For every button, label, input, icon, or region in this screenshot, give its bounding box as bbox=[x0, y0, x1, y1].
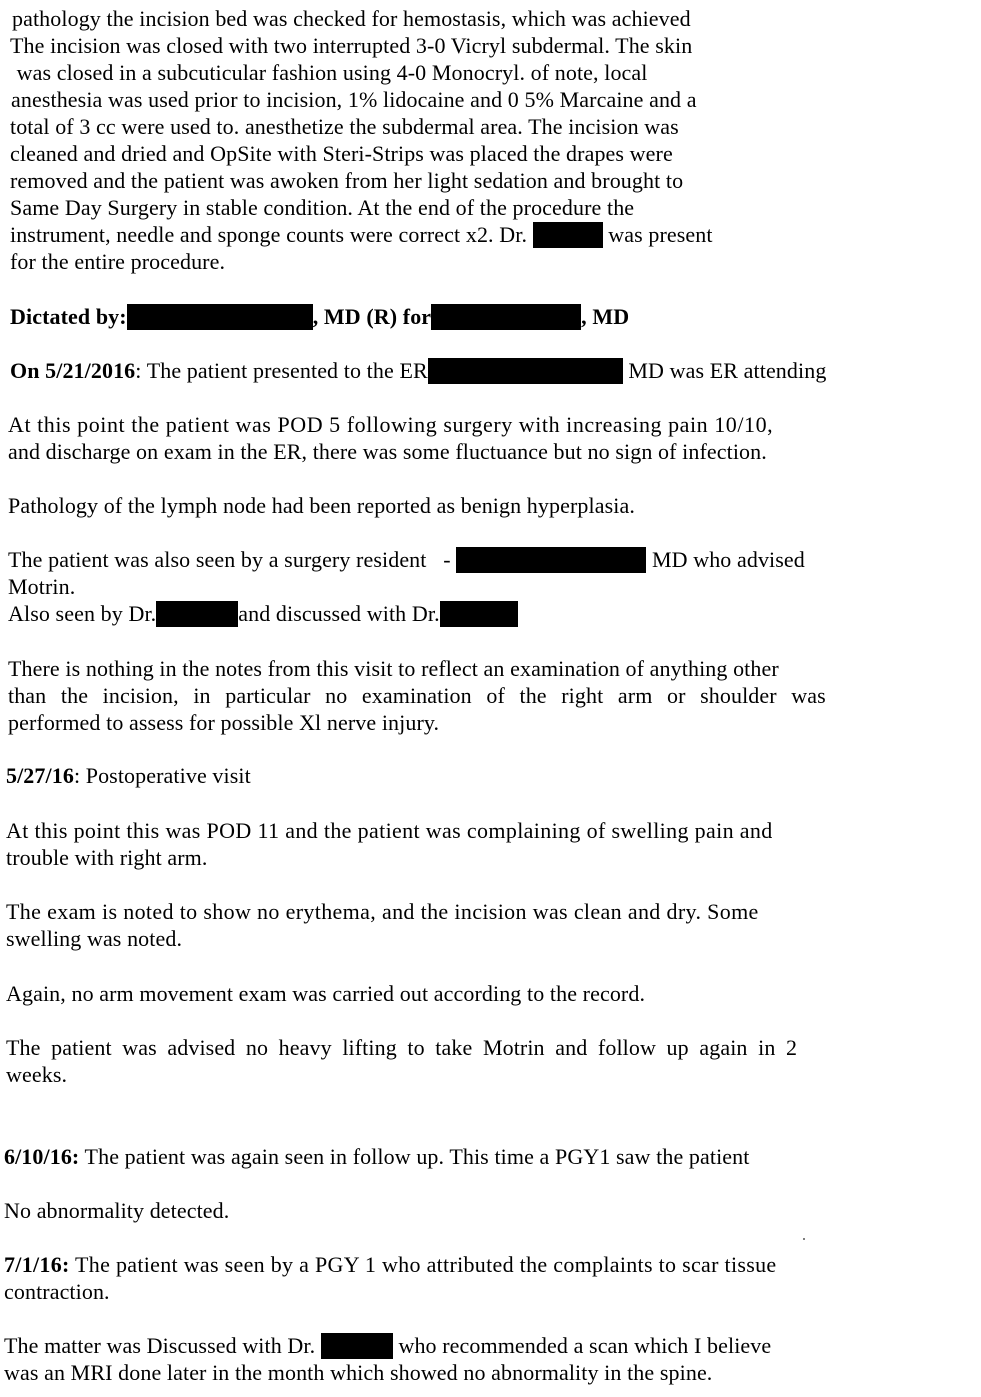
op-note-line: total of 3 cc were used to. anesthetize the subdermal area. The incision was bbox=[10, 114, 679, 139]
followup-date: 6/10/16: bbox=[4, 1144, 80, 1169]
discussed-text: who recommended a scan which I believe bbox=[398, 1333, 772, 1358]
dictated-by-mid: , MD (R) for bbox=[312, 304, 432, 329]
advised-line: weeks. bbox=[6, 1062, 68, 1087]
op-note-line: cleaned and dried and OpSite with Steri-Strips was placed the drapes were bbox=[10, 141, 673, 166]
redaction-bar bbox=[321, 1333, 393, 1359]
resident-text: The patient was also seen by a surgery resident - bbox=[8, 547, 451, 572]
pod11-line: At this point this was POD 11 and the patient was complaining of swelling pain and bbox=[6, 818, 773, 843]
postop-text: : Postoperative visit bbox=[73, 763, 251, 788]
op-note-line: pathology the incision bed was checked for hemostasis, which was achieved bbox=[12, 6, 691, 31]
op-note-line: anesthesia was used prior to incision, 1% lidocaine and 0 5% Marcaine and a bbox=[11, 87, 697, 112]
pod11-line: trouble with right arm. bbox=[6, 845, 208, 870]
resident-text: Also seen by Dr. bbox=[8, 601, 157, 626]
resident-line bbox=[8, 601, 518, 627]
dictated-by-line bbox=[10, 304, 629, 330]
resident-text: and discussed with Dr. bbox=[238, 601, 440, 626]
redaction-bar bbox=[456, 547, 646, 573]
dictated-by-end: , MD bbox=[581, 304, 630, 329]
exam-line: swelling was noted. bbox=[6, 926, 183, 951]
op-note-text: was present bbox=[608, 222, 713, 247]
july-date: 7/1/16: bbox=[4, 1252, 70, 1277]
dictated-by-label: Dictated by: bbox=[10, 304, 127, 329]
op-note-line: removed and the patient was awoken from her light sedation and brought to bbox=[10, 168, 684, 193]
er-visit-text: : The patient presented to the ER bbox=[135, 358, 428, 383]
redaction-bar bbox=[431, 304, 581, 330]
op-note-line: The incision was closed with two interrupted 3-0 Vicryl subdermal. The skin bbox=[10, 33, 693, 58]
july-line bbox=[4, 1252, 776, 1278]
again-line: Again, no arm movement exam was carried out according to the record. bbox=[6, 981, 646, 1006]
resident-line: Motrin. bbox=[8, 574, 76, 599]
followup-line bbox=[4, 1144, 749, 1170]
exam-line: The exam is noted to show no erythema, and the incision was clean and dry. Some bbox=[6, 899, 759, 924]
redaction-bar bbox=[440, 601, 518, 627]
discussed-line: was an MRI done later in the month which showed no abnormality in the spine. bbox=[4, 1360, 713, 1385]
op-note-line: was closed in a subcuticular fashion using 4-0 Monocryl. of note, local bbox=[11, 60, 648, 85]
notes-line: than the incision, in particular no examination of the right arm or shoulder was bbox=[8, 683, 826, 708]
july-text: The patient was seen by a PGY 1 who attributed the complaints to scar tissue bbox=[69, 1252, 777, 1277]
redaction-bar bbox=[156, 601, 238, 627]
july-line: contraction. bbox=[4, 1279, 110, 1304]
resident-line bbox=[8, 547, 805, 573]
postop-date: 5/27/16 bbox=[6, 763, 74, 788]
er-visit-line bbox=[10, 358, 826, 384]
op-note-line: Same Day Surgery in stable condition. At the end of the procedure the bbox=[10, 195, 635, 220]
op-note-line: for the entire procedure. bbox=[10, 249, 226, 274]
advised-line: The patient was advised no heavy lifting to take Motrin and follow up again in 2 bbox=[6, 1035, 798, 1060]
pod5-line: At this point the patient was POD 5 following surgery with increasing pain 10/10, bbox=[8, 412, 774, 437]
no-abnormality-line: No abnormality detected. bbox=[4, 1198, 230, 1223]
redaction-bar bbox=[428, 358, 623, 384]
notes-line: performed to assess for possible Xl nerve injury. bbox=[8, 710, 440, 735]
scan-speck bbox=[803, 1238, 805, 1240]
followup-text: The patient was again seen in follow up. This time a PGY1 saw the patient bbox=[79, 1144, 750, 1169]
discussed-text: The matter was Discussed with Dr. bbox=[4, 1333, 316, 1358]
er-visit-text: MD was ER attending bbox=[628, 358, 827, 383]
pathology-line: Pathology of the lymph node had been reported as benign hyperplasia. bbox=[8, 493, 635, 518]
postop-line bbox=[6, 763, 251, 789]
op-note-text: instrument, needle and sponge counts were correct x2. Dr. bbox=[10, 222, 528, 247]
discussed-line bbox=[4, 1333, 771, 1359]
redaction-bar bbox=[127, 304, 313, 330]
resident-text: MD who advised bbox=[651, 547, 805, 572]
pod5-line: and discharge on exam in the ER, there was some fluctuance but no sign of infection. bbox=[8, 439, 767, 464]
redaction-bar bbox=[533, 222, 603, 248]
notes-line: There is nothing in the notes from this visit to reflect an examination of anything other bbox=[8, 656, 779, 681]
op-note-line bbox=[10, 222, 713, 248]
er-visit-date: On 5/21/2016 bbox=[10, 358, 136, 383]
